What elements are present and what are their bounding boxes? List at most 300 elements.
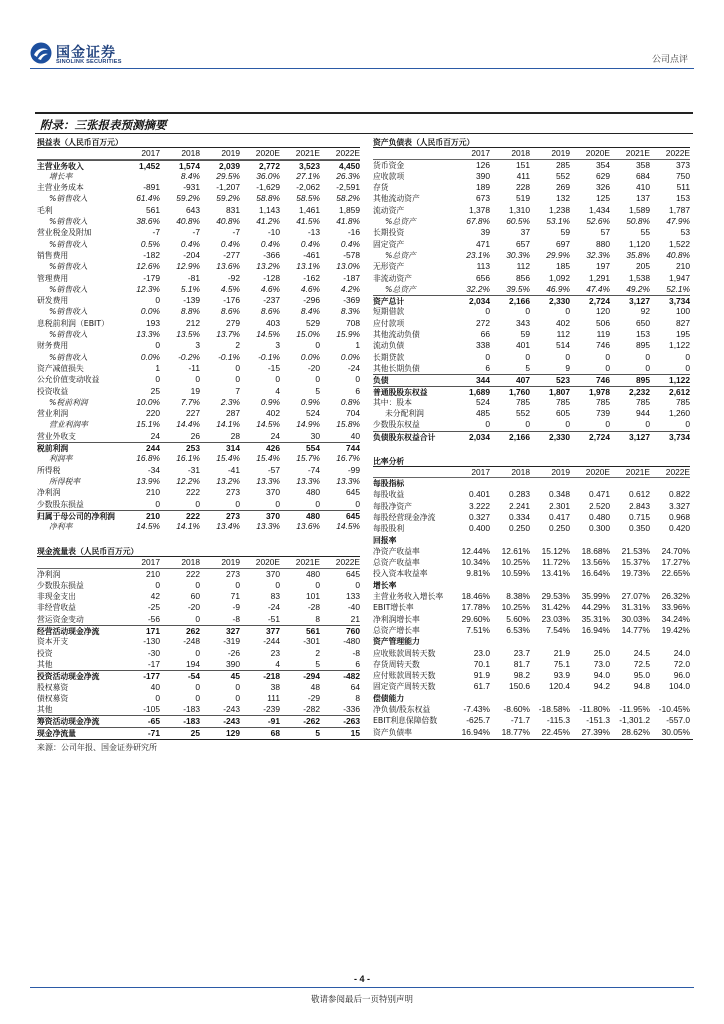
- row-value: 47.4%: [586, 283, 610, 294]
- table-row: [37, 580, 360, 591]
- row-value: -92: [227, 272, 240, 283]
- row-value: 23.7: [513, 647, 530, 658]
- row-value: 407: [516, 375, 530, 386]
- row-value: 14.77%: [621, 624, 650, 635]
- row-value: -218: [263, 671, 280, 682]
- row-value: 704: [346, 408, 360, 419]
- row-value: 94.0: [593, 670, 610, 681]
- row-value: 189: [476, 182, 490, 193]
- table-row: [373, 614, 690, 625]
- row-value: 0: [195, 613, 200, 624]
- row-label: 少数股东损益: [37, 499, 84, 509]
- disclaimer-note: 敬请参阅最后一页特别声明: [310, 995, 413, 1005]
- row-value: 2,034: [469, 431, 490, 442]
- row-value: 2.3%: [220, 396, 240, 407]
- table-row: [373, 501, 690, 512]
- row-value: [120, 171, 160, 182]
- row-value: 0: [155, 374, 160, 385]
- row-value: 32.2%: [466, 283, 490, 294]
- year-header-cell: 2021E: [625, 466, 650, 477]
- row-value: 5.1%: [180, 283, 200, 294]
- row-value: 8.6%: [220, 306, 240, 317]
- row-value: 91.9: [473, 670, 490, 681]
- row-value: 2.301: [549, 500, 570, 511]
- table-row: [37, 227, 360, 238]
- row-label: %销售收入: [49, 352, 88, 362]
- row-value: 0.968: [669, 511, 690, 522]
- row-label: 总资产增长率: [373, 625, 420, 635]
- row-label: 投资收益: [37, 386, 69, 396]
- row-label: %销售收入: [49, 239, 88, 249]
- table-row: [373, 670, 690, 681]
- row-value: 354: [596, 159, 610, 170]
- row-label: 货币资金: [373, 160, 405, 170]
- row-label: 每股收益: [373, 490, 405, 500]
- row-value: 785: [636, 396, 650, 407]
- row-value: 561: [306, 626, 320, 637]
- row-value: -115.3: [546, 715, 570, 726]
- row-value: 279: [226, 317, 240, 328]
- row-value: 401: [516, 340, 530, 351]
- row-label: 无形资产: [373, 262, 405, 272]
- table-row: [373, 397, 690, 408]
- row-value: 64: [350, 681, 360, 692]
- row-value: 4: [275, 385, 280, 396]
- row-value: 210: [146, 568, 160, 579]
- row-value: 23.03%: [541, 613, 570, 624]
- table-row: [373, 386, 690, 397]
- row-value: -369: [343, 295, 360, 306]
- year-header-cell: 2020E: [255, 148, 280, 159]
- row-value: 197: [596, 261, 610, 272]
- row-value: 480: [306, 487, 320, 498]
- row-value: 35.31%: [581, 613, 610, 624]
- row-value: 0.4%: [260, 238, 280, 249]
- row-value: 552: [516, 408, 530, 419]
- row-value: 35.8%: [626, 249, 650, 260]
- row-label: 增长率: [373, 580, 397, 590]
- table-row: [373, 318, 690, 329]
- row-value: 21.9: [553, 647, 570, 658]
- row-value: 0.0%: [140, 306, 160, 317]
- row-value: -99: [347, 464, 360, 475]
- row-value: 344: [476, 375, 490, 386]
- company-logo-icon: [30, 42, 52, 64]
- table-row: [37, 659, 360, 670]
- row-value: 35.99%: [581, 591, 610, 602]
- row-value: -182: [143, 249, 160, 260]
- year-header-row: [37, 557, 360, 568]
- row-value: 12.6%: [136, 261, 160, 272]
- row-value: 3,734: [669, 296, 690, 307]
- row-value: 524: [306, 408, 320, 419]
- table-row: [373, 715, 690, 726]
- row-value: -931: [183, 182, 200, 193]
- year-header-cell: 2022E: [665, 466, 690, 477]
- row-value: 0.4%: [180, 238, 200, 249]
- year-header-spacer: [37, 148, 120, 158]
- row-value: -277: [223, 249, 240, 260]
- row-value: 41.8%: [336, 216, 360, 227]
- row-value: 68: [270, 727, 280, 738]
- table-row: [37, 239, 360, 250]
- row-value: -319: [223, 636, 240, 647]
- row-value: 227: [186, 408, 200, 419]
- row-value: -183: [183, 704, 200, 715]
- row-value: 185: [556, 261, 570, 272]
- row-value: 26.3%: [336, 170, 360, 181]
- row-value: 0.350: [629, 523, 650, 534]
- row-value: 0: [525, 306, 530, 317]
- table-row: [373, 546, 690, 557]
- header-divider: [30, 68, 694, 69]
- table-row: [37, 453, 360, 464]
- table-row: [373, 306, 690, 317]
- row-value: 1,092: [549, 272, 570, 283]
- table-row: [37, 704, 360, 715]
- table-row: [37, 340, 360, 351]
- row-value: -40: [347, 602, 360, 613]
- row-value: 210: [146, 510, 160, 521]
- row-value: 26.32%: [661, 591, 690, 602]
- row-value: 39.5%: [506, 283, 530, 294]
- row-value: 0: [485, 419, 490, 430]
- row-value: 629: [596, 170, 610, 181]
- row-value: 0.417: [549, 511, 570, 522]
- table-row: [37, 591, 360, 602]
- row-value: 2,039: [219, 160, 240, 171]
- row-value: 112: [556, 329, 570, 340]
- row-label: 其他流动负债: [373, 330, 420, 340]
- section-header-row: [373, 535, 690, 546]
- year-header-cell: 2020E: [585, 148, 610, 159]
- row-value: 0.0%: [340, 351, 360, 362]
- row-value: 46.9%: [546, 283, 570, 294]
- row-value: 3,523: [299, 160, 320, 171]
- row-label: %销售收入: [49, 307, 88, 317]
- table-title: 资产负债表（人民币百万元）: [373, 137, 690, 148]
- document-type-label: 公司点评: [652, 54, 689, 64]
- row-value: 15.0%: [296, 329, 320, 340]
- row-value: 358: [636, 159, 650, 170]
- row-value: 29.5%: [216, 170, 240, 181]
- row-value: 58.5%: [296, 193, 320, 204]
- row-value: 0: [525, 351, 530, 362]
- row-value: -0.1%: [258, 351, 280, 362]
- row-value: -176: [223, 295, 240, 306]
- row-value: 9: [565, 362, 570, 373]
- row-label: 应付款项: [373, 318, 405, 328]
- row-value: 2,166: [509, 296, 530, 307]
- table-row: [37, 216, 360, 227]
- row-value: 16.8%: [136, 453, 160, 464]
- table-row: [373, 284, 690, 295]
- row-label: 非流动资产: [373, 273, 412, 283]
- row-value: 1,122: [669, 340, 690, 351]
- row-value: 60: [190, 591, 200, 602]
- table-row: [373, 160, 690, 171]
- row-label: 主营业务收入增长率: [373, 592, 444, 602]
- row-value: -56: [147, 613, 160, 624]
- year-header-row: [37, 148, 360, 159]
- row-value: 13.3%: [296, 475, 320, 486]
- row-value: 30.3%: [506, 249, 530, 260]
- row-value: 44.29%: [581, 602, 610, 613]
- brand-name-en: SINOLINK SECURITIES: [56, 59, 122, 65]
- table-title: 现金流量表（人民币百万元）: [37, 546, 360, 557]
- row-value: 17.27%: [661, 557, 690, 568]
- row-value: 50.8%: [626, 216, 650, 227]
- row-value: 13.4%: [216, 521, 240, 532]
- row-label: 偿债能力: [373, 693, 405, 703]
- row-label: 归属于母公司的净利润: [37, 511, 115, 521]
- row-value: 785: [596, 396, 610, 407]
- row-value: -26: [227, 647, 240, 658]
- row-value: 0: [355, 374, 360, 385]
- row-value: 153: [676, 193, 690, 204]
- row-value: 480: [306, 510, 320, 521]
- row-value: -557.0: [666, 715, 690, 726]
- row-value: 605: [556, 408, 570, 419]
- row-value: 15.7%: [296, 453, 320, 464]
- row-value: -294: [303, 671, 320, 682]
- table-row: [37, 419, 360, 430]
- row-label: 债权募资: [37, 693, 69, 703]
- year-header-cell: 2017: [471, 466, 490, 477]
- row-value: 13.3%: [256, 521, 280, 532]
- row-value: 7.7%: [180, 396, 200, 407]
- row-label: 应付账款周转天数: [373, 671, 436, 681]
- row-label: %销售收入: [49, 262, 88, 272]
- row-value: 61.7: [473, 681, 490, 692]
- row-value: 0: [275, 498, 280, 509]
- row-value: 645: [346, 510, 360, 521]
- table-row: [37, 250, 360, 261]
- row-value: 529: [306, 317, 320, 328]
- row-value: 40.8%: [216, 216, 240, 227]
- row-value: 0.0%: [300, 351, 320, 362]
- row-value: 471: [476, 238, 490, 249]
- row-value: 72.5: [633, 658, 650, 669]
- row-value: 60.5%: [506, 216, 530, 227]
- row-value: 13.5%: [176, 329, 200, 340]
- row-value: 13.2%: [216, 475, 240, 486]
- row-value: -1,301.2: [619, 715, 650, 726]
- row-value: 31.42%: [541, 602, 570, 613]
- row-value: 95.0: [633, 670, 650, 681]
- row-value: 5: [525, 362, 530, 373]
- row-value: 113: [476, 261, 490, 272]
- row-label: 长期投资: [373, 228, 405, 238]
- row-label: 短期借款: [373, 307, 405, 317]
- row-value: 411: [516, 170, 530, 181]
- row-value: 8: [355, 692, 360, 703]
- row-value: 2,330: [549, 296, 570, 307]
- table-row: [373, 591, 690, 602]
- row-value: -625.7: [466, 715, 490, 726]
- row-label: 固定资产: [373, 239, 405, 249]
- row-value: 195: [676, 329, 690, 340]
- row-value: 28: [230, 430, 240, 441]
- table-row: [373, 727, 690, 738]
- row-value: 0.4%: [340, 238, 360, 249]
- row-value: 244: [146, 443, 160, 454]
- row-value: 744: [346, 443, 360, 454]
- row-value: -7: [152, 227, 160, 238]
- row-value: 27.07%: [621, 591, 650, 602]
- row-value: 3,734: [669, 431, 690, 442]
- row-value: -482: [343, 671, 360, 682]
- row-label: %总资产: [385, 284, 416, 294]
- table-row: [373, 250, 690, 261]
- row-value: 5.60%: [506, 613, 530, 624]
- row-label: 经营活动现金净流: [37, 627, 100, 637]
- table-row: [37, 261, 360, 272]
- row-value: 370: [266, 487, 280, 498]
- row-value: -301: [303, 636, 320, 647]
- row-value: 650: [636, 317, 650, 328]
- row-value: 71: [230, 591, 240, 602]
- row-value: 1,589: [629, 204, 650, 215]
- year-header-cell: 2019: [551, 148, 570, 159]
- row-label: %销售收入: [49, 194, 88, 204]
- row-value: 18.46%: [461, 591, 490, 602]
- row-value: 1,859: [339, 204, 360, 215]
- row-value: 656: [476, 272, 490, 283]
- row-label: 公允价值变动收益: [37, 375, 100, 385]
- table-row: [37, 715, 360, 726]
- row-value: -296: [303, 295, 320, 306]
- row-value: -31: [187, 464, 200, 475]
- table-row: [37, 499, 360, 510]
- table-row: [37, 693, 360, 704]
- row-value: 30.03%: [621, 613, 650, 624]
- row-value: 13.7%: [216, 329, 240, 340]
- row-value: 785: [676, 396, 690, 407]
- year-header-cell: 2020E: [255, 557, 280, 568]
- row-value: 7.54%: [546, 624, 570, 635]
- row-value: 0.334: [509, 511, 530, 522]
- row-value: 1,452: [139, 160, 160, 171]
- table-row: [373, 216, 690, 227]
- row-value: 33.96%: [661, 602, 690, 613]
- row-value: 1,538: [629, 272, 650, 283]
- row-label: 未分配利润: [385, 409, 424, 419]
- row-value: 10.25%: [501, 602, 530, 613]
- table-row: [37, 465, 360, 476]
- table-row: [37, 625, 360, 636]
- row-value: -243: [223, 716, 240, 727]
- row-value: 4.6%: [300, 283, 320, 294]
- row-value: 645: [346, 487, 360, 498]
- row-value: 14.1%: [216, 419, 240, 430]
- page-number: - 4 -: [353, 974, 370, 984]
- row-value: 13.9%: [136, 475, 160, 486]
- row-label: %销售收入: [49, 330, 88, 340]
- row-value: 2,772: [259, 160, 280, 171]
- row-label: 营业利润率: [49, 420, 88, 430]
- row-value: -74: [307, 464, 320, 475]
- table-row: [37, 636, 360, 647]
- row-value: 314: [226, 443, 240, 454]
- row-value: 5: [315, 727, 320, 738]
- row-value: 153: [636, 329, 650, 340]
- row-value: 40: [150, 681, 160, 692]
- row-value: 73.0: [593, 658, 610, 669]
- year-header-cell: 2018: [181, 557, 200, 568]
- row-value: -179: [143, 272, 160, 283]
- row-value: 6: [355, 385, 360, 396]
- row-value: 16.7%: [336, 453, 360, 464]
- row-value: 5: [315, 385, 320, 396]
- row-value: 0: [315, 498, 320, 509]
- row-value: 222: [186, 568, 200, 579]
- row-label: 非经营收益: [37, 603, 76, 613]
- row-value: 29.9%: [546, 249, 570, 260]
- table-row: [373, 205, 690, 216]
- row-value: 0: [235, 692, 240, 703]
- table-row: [373, 352, 690, 363]
- row-value: 0: [235, 362, 240, 373]
- row-value: 120.4: [549, 681, 570, 692]
- row-value: -239: [263, 704, 280, 715]
- row-value: 1,947: [669, 272, 690, 283]
- row-label: 筹资活动现金净流: [37, 717, 100, 727]
- row-value: 40.8%: [176, 216, 200, 227]
- row-value: -8: [232, 613, 240, 624]
- balance-sheet-table: [373, 137, 690, 442]
- row-value: -10.45%: [658, 704, 690, 715]
- row-value: -18.58%: [538, 704, 570, 715]
- row-label: 管理费用: [37, 273, 69, 283]
- year-header-cell: 2019: [221, 557, 240, 568]
- row-value: -480: [343, 636, 360, 647]
- row-value: 10.25%: [501, 557, 530, 568]
- row-value: 0.420: [669, 523, 690, 534]
- row-label: 营业税金及附加: [37, 228, 92, 238]
- row-value: 253: [186, 443, 200, 454]
- row-value: 14.5%: [256, 329, 280, 340]
- year-header-cell: 2017: [141, 148, 160, 159]
- year-header-cell: 2017: [471, 148, 490, 159]
- row-value: -71.7: [510, 715, 530, 726]
- row-value: 6.53%: [506, 624, 530, 635]
- row-value: 1,122: [669, 375, 690, 386]
- table-title: 损益表（人民币百万元）: [37, 137, 360, 148]
- row-value: 5: [315, 658, 320, 669]
- row-value: 23: [270, 647, 280, 658]
- row-value: 523: [556, 375, 570, 386]
- row-value: 285: [556, 159, 570, 170]
- table-row: [373, 193, 690, 204]
- row-value: 7: [235, 385, 240, 396]
- row-value: 0.9%: [300, 396, 320, 407]
- year-header-cell: 2019: [221, 148, 240, 159]
- row-value: 12.61%: [501, 545, 530, 556]
- row-value: 0: [685, 419, 690, 430]
- row-value: -2,062: [296, 182, 320, 193]
- row-value: 15.8%: [336, 419, 360, 430]
- row-value: -7: [192, 227, 200, 238]
- row-value: 519: [516, 193, 530, 204]
- table-row: [37, 397, 360, 408]
- row-value: 1,760: [509, 386, 530, 397]
- row-value: 210: [676, 261, 690, 272]
- row-value: 8.8%: [180, 306, 200, 317]
- row-value: 7.51%: [466, 624, 490, 635]
- row-value: 94.2: [593, 681, 610, 692]
- row-value: 524: [476, 396, 490, 407]
